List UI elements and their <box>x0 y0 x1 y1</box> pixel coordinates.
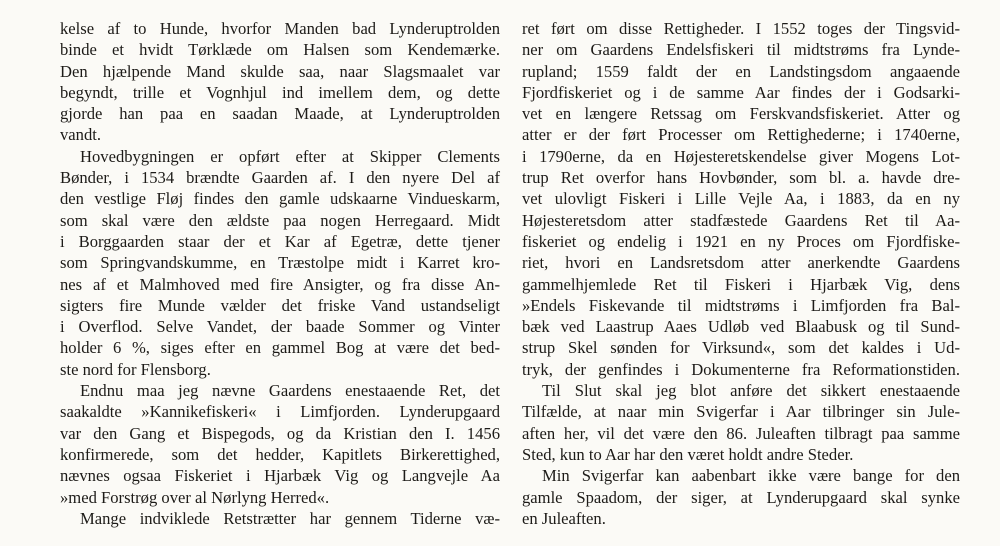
text-line: holder 6 %, siges efter en gammel Bog at være det bed- <box>60 338 500 358</box>
text-line: gammelhjemlede Ret til Fiskeri i Hjarbæk Vig, dens <box>522 274 960 294</box>
text-line: Bønder, i 1534 brændte Gaarden af. I den nyere Del af <box>60 168 500 188</box>
text-line: begyndt, trille et Vognhjul ind imellem dem, og dette <box>60 82 500 102</box>
text-line: Tilfælde, at naar min Svigerfar i Aar tilbringer sin Jule- <box>522 402 960 422</box>
text-line: bæk ved Laastrup Aaes Udløb ved Blaabusk og til Sund- <box>522 317 960 337</box>
text-line: vandt. <box>60 125 102 145</box>
text-line: som Springvandskumme, en Træstolpe midt i Karret kro- <box>60 253 500 273</box>
text-line: gamle Spaadom, der siger, at Lynderupgaard skal synke <box>522 487 960 507</box>
text-line: rupland; 1559 faldt der en Landstingsdom angaaende <box>522 61 960 81</box>
text-line: riet, hvori en Landsretsdom atter anerkendte Gaardens <box>522 253 960 273</box>
text-line: konfirmerede, som det hedder, Kapitlets Birkerettighed, <box>60 444 500 464</box>
text-line: »med Forstrøg over al Nørlyng Herred«. <box>60 487 330 507</box>
text-line: vet en længere Retssag om Ferskvandsfiskeriet. Atter og <box>522 104 960 124</box>
text-line: ret ført om disse Rettigheder. I 1552 toges der Tingsvid- <box>522 19 960 38</box>
text-line: Sted, kun to Aar har den været holdt andre Steder. <box>522 444 854 464</box>
text-line: Min Svigerfar kan aabenbart ikke være bange for den <box>542 466 960 486</box>
text-line: vet ulovligt Fiskeri i Lille Vejle Aa, i 1883, da en ny <box>522 189 960 209</box>
text-line: atter er der ført Processer om Rettighederne; i 1740erne, <box>522 125 960 145</box>
text-line: binde et hvidt Tørklæde om Halsen som Kendemærke. <box>60 40 500 60</box>
text-line: Højesteretsdom atter stadfæstede Gaardens Ret til Aa- <box>522 210 960 230</box>
text-line: nævnes ogsaa Fiskeriet i Hjarbæk Vig og Langvejle Aa <box>60 466 500 486</box>
text-line: i Borggaarden staar der et Kar af Egetræ, dette tjener <box>60 231 500 251</box>
text-line: som skal være den ældste paa nogen Herregaard. Midt <box>60 210 500 230</box>
text-line: Den hjælpende Mand skulde saa, naar Slagsmaalet var <box>60 61 500 81</box>
text-line: ner om Gaardens Endelsfiskeri til midtstrøms fra Lynde- <box>522 40 960 60</box>
text-line: aften her, vil det være den 86. Juleaften tilbragt paa samme <box>522 423 960 443</box>
text-line: Endnu maa jeg nævne Gaardens enestaaende Ret, det <box>80 381 500 401</box>
text-line: Fjordfiskeriet og i de samme Aar findes der i Godsarki- <box>522 82 960 102</box>
text-line: sigters fire Munde vælder det friske Vand ustandseligt <box>60 295 500 315</box>
text-line: »Endels Fiskevande til midtstrøms i Limfjorden fra Bal- <box>522 295 960 315</box>
text-line: ste nord for Flensborg. <box>60 359 211 379</box>
text-line: Mange indviklede Retstrætter har gennem Tiderne væ- <box>80 508 500 528</box>
right-column <box>522 18 960 529</box>
text-line: nes af et Malmhoved med fire Ansigter, og fra disse An- <box>60 274 500 294</box>
text-line: saakaldte »Kannikefiskeri« i Limfjorden. Lynderupgaard <box>60 402 500 422</box>
text-line: kelse af to Hunde, hvorfor Manden bad Lynderuptrolden <box>60 19 500 38</box>
text-line: i 1790erne, da en Højesteretskendelse giver Mogens Lot- <box>522 146 960 166</box>
left-column <box>60 18 500 529</box>
text-line: var den Gang et Bispegods, og da Kristian den I. 1456 <box>60 423 500 443</box>
text-line: den vestlige Fløj findes den gamle udskaarne Vindueskarm, <box>60 189 500 209</box>
text-line: trup Ret overfor hans Hovbønder, som bl. a. havde dre- <box>522 168 960 188</box>
text-line: i Overflod. Selve Vandet, der baade Sommer og Vinter <box>60 317 500 337</box>
text-line: tryk, der genfindes i Dokumenterne fra Reformationstiden. <box>522 359 960 379</box>
text-line: strup Skel sønden for Virksund«, som det kaldes i Ud- <box>522 338 960 358</box>
text-line: en Juleaften. <box>522 508 606 528</box>
text-line: Hovedbygningen er opført efter at Skipper Clements <box>80 146 500 166</box>
text-line: fiskeriet og endelig i 1921 en ny Proces om Fjordfiske- <box>522 231 960 251</box>
text-line: Til Slut skal jeg blot anføre det sikkert enestaaende <box>542 381 960 401</box>
text-line: gjorde han paa en saadan Maade, at Lynderuptrolden <box>60 104 500 124</box>
